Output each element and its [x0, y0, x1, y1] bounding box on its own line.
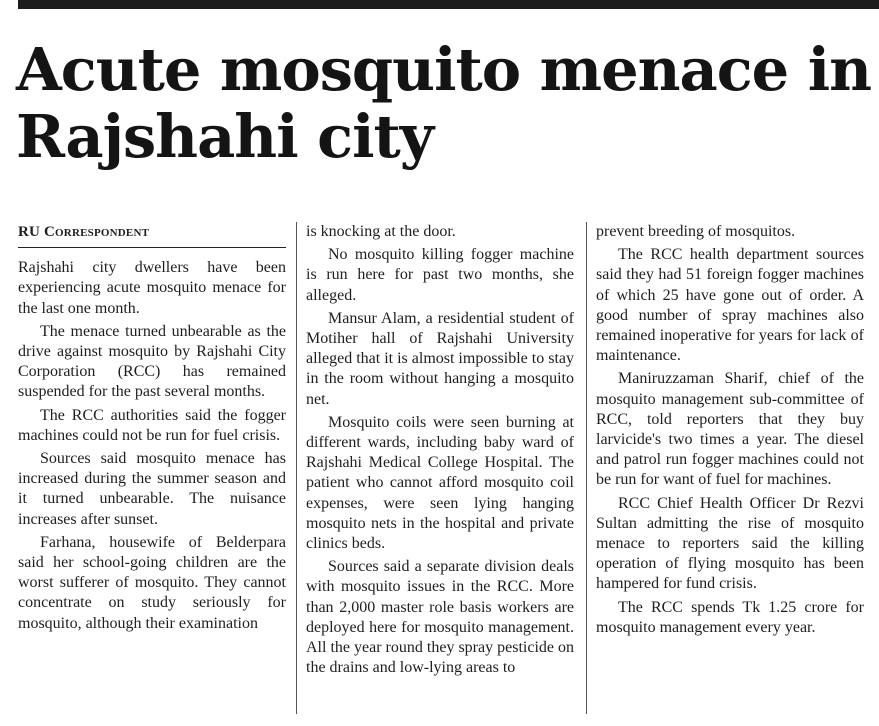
paragraph: The RCC spends Tk 1.25 crore for mosquito management every year. — [596, 598, 864, 636]
paragraph: Mosquito coils were seen burning at different wards, including baby ward of Rajshahi Medical College Hospital. The patient who cannot afford mosquito coil expenses, were seen lying hanging mosquito nets in the hospital and private clinics beds. — [306, 413, 574, 553]
column-divider — [296, 222, 297, 714]
paragraph: RCC Chief Health Officer Dr Rezvi Sultan admitting the rise of mosquito menace to reporters said the killing operation of flying mosquito has been hampered for fund crisis. — [596, 494, 864, 593]
paragraph: Rajshahi city dwellers have been experiencing acute mosquito menace for the last one month. — [18, 259, 286, 317]
headline: Acute mosquito menace in Rajshahi city — [16, 35, 872, 171]
article-column-3 — [596, 222, 864, 641]
paragraph: prevent breeding of mosquitos. — [596, 223, 796, 240]
paragraph: The RCC authorities said the fogger machines could not be run for fuel crisis. — [18, 406, 286, 444]
paragraph: The menace turned unbearable as the drive against mosquito by Rajshahi City Corporation (RCC) has remained suspended for the past several months. — [18, 322, 286, 401]
paragraph: Farhana, housewife of Belderpara said her school-going children are the worst sufferer of mosquito. They cannot concentrate on study seriously for mosquito, although their examination — [18, 533, 286, 632]
paragraph: Maniruzzaman Sharif, chief of the mosquito management sub-committee of RCC, told reporters that they buy larvicide's two times a year. The diesel and patrol run fogger machines could not be run for want of fuel for machines. — [596, 370, 864, 489]
byline: RU Correspondent — [18, 222, 286, 248]
column-divider — [586, 222, 587, 714]
top-rule — [18, 0, 879, 9]
paragraph: The RCC health department sources said they had 51 foreign fogger machines of which 25 have gone out of order. A good number of spray machines also remained inoperative for years for lack of maintenance. — [596, 246, 864, 365]
paragraph: Sources said mosquito menace has increased during the summer season and it turned unbearable. The nuisance increases after sunset. — [18, 450, 286, 528]
article-column-1 — [18, 222, 286, 637]
paragraph: is knocking at the door. — [306, 223, 456, 240]
paragraph: Mansur Alam, a residential student of Motiher hall of Rajshahi University alleged that it is almost impossible to stay in the room without hanging a mosquito net. — [306, 309, 574, 408]
paragraph: Sources said a separate division deals with mosquito issues in the RCC. More than 2,000 master role basis workers are deployed here for mosquito management. All the year round they spray pesticide on the drains and low-lying areas to — [306, 558, 574, 677]
article-column-2 — [306, 222, 574, 681]
paragraph: No mosquito killing fogger machine is run here for past two months, she alleged. — [306, 246, 574, 304]
